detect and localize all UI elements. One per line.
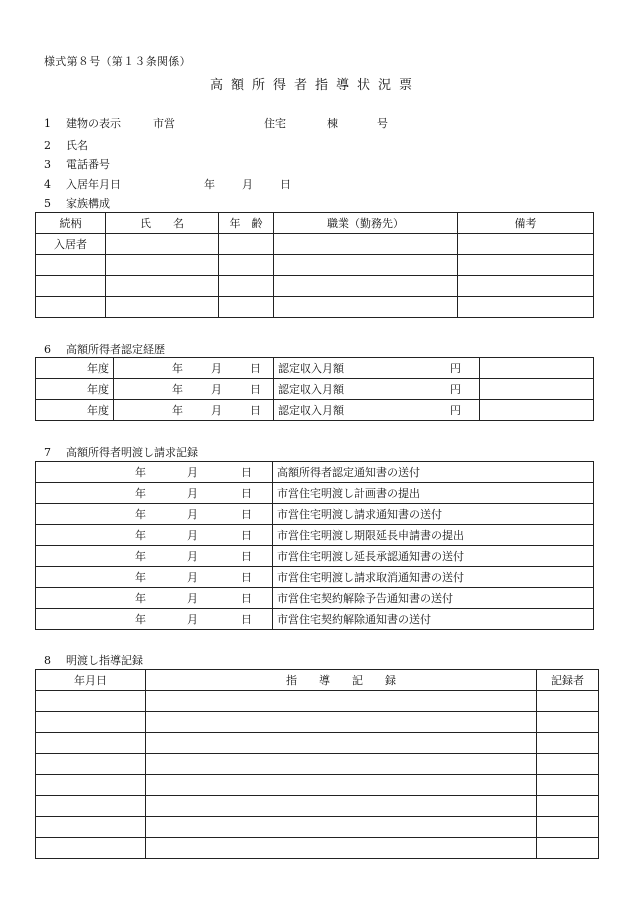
table-cell bbox=[146, 775, 537, 796]
date-cell bbox=[36, 462, 273, 483]
table-cell bbox=[36, 297, 106, 318]
date-cell bbox=[36, 567, 273, 588]
table-cell bbox=[106, 255, 219, 276]
section-4-move-in-date bbox=[44, 176, 291, 192]
yen-label: 円 bbox=[450, 404, 461, 417]
document-title: 高額所得者指導状況票 bbox=[209, 78, 420, 93]
date-cell bbox=[36, 546, 273, 567]
day-label: 日 bbox=[241, 613, 252, 626]
day-label: 日 bbox=[250, 362, 261, 375]
income-label: 認定収入月額 bbox=[278, 383, 344, 396]
guidance-label: 明渡し指導記録 bbox=[66, 654, 143, 667]
table-cell bbox=[274, 234, 458, 255]
table-cell bbox=[36, 712, 146, 733]
name-label: 氏名 bbox=[66, 139, 88, 152]
table-row bbox=[36, 234, 594, 255]
table-cell bbox=[537, 775, 599, 796]
table-row bbox=[36, 276, 594, 297]
table-cell bbox=[36, 691, 146, 712]
table-row bbox=[36, 567, 594, 588]
family-label: 家族構成 bbox=[66, 197, 110, 210]
section-1-building bbox=[44, 115, 388, 131]
date-cell bbox=[36, 504, 273, 525]
column-header: 続柄 bbox=[36, 213, 106, 234]
section-number: 2 bbox=[44, 139, 51, 152]
record-item-cell: 市営住宅明渡し延長承認通知書の送付 bbox=[273, 546, 594, 567]
table-row bbox=[36, 400, 594, 421]
day-label: 日 bbox=[241, 550, 252, 563]
date-cell bbox=[36, 588, 273, 609]
phone-label: 電話番号 bbox=[66, 158, 110, 171]
year-label: 年 bbox=[135, 487, 146, 500]
month-label: 月 bbox=[211, 383, 222, 396]
certification-table bbox=[35, 357, 594, 421]
table-row bbox=[36, 546, 594, 567]
day-label: 日 bbox=[241, 592, 252, 605]
year-label: 年 bbox=[135, 529, 146, 542]
table-cell bbox=[537, 817, 599, 838]
year-label: 年 bbox=[135, 613, 146, 626]
income-cell bbox=[274, 400, 480, 421]
table-cell bbox=[36, 775, 146, 796]
table-cell bbox=[219, 234, 274, 255]
section-number: 3 bbox=[44, 158, 51, 171]
city-label: 市営 bbox=[153, 117, 175, 130]
table-cell bbox=[458, 276, 594, 297]
building-unit-label: 棟 bbox=[327, 117, 338, 130]
table-cell bbox=[36, 838, 146, 859]
table-cell bbox=[36, 817, 146, 838]
table-cell bbox=[146, 817, 537, 838]
table-row bbox=[36, 297, 594, 318]
month-label: 月 bbox=[187, 613, 198, 626]
section-number: 8 bbox=[44, 654, 51, 667]
table-cell bbox=[219, 255, 274, 276]
record-item-cell: 高額所得者認定通知書の送付 bbox=[273, 462, 594, 483]
table-cell bbox=[537, 733, 599, 754]
table-row bbox=[36, 379, 594, 400]
table-cell bbox=[36, 796, 146, 817]
day-label: 日 bbox=[241, 529, 252, 542]
year-label: 年 bbox=[172, 404, 183, 417]
month-label: 月 bbox=[187, 571, 198, 584]
month-label: 月 bbox=[187, 550, 198, 563]
table-cell bbox=[219, 297, 274, 318]
table-cell bbox=[146, 754, 537, 775]
section-number: 5 bbox=[44, 197, 51, 210]
record-item-cell: 市営住宅契約解除予告通知書の送付 bbox=[273, 588, 594, 609]
housing-label: 住宅 bbox=[264, 117, 286, 130]
eviction-request-label: 高額所得者明渡し請求記録 bbox=[66, 446, 198, 459]
building-label: 建物の表示 bbox=[66, 117, 121, 130]
table-cell bbox=[274, 255, 458, 276]
date-cell bbox=[36, 483, 273, 504]
day-label: 日 bbox=[241, 487, 252, 500]
record-item-cell: 市営住宅明渡し計画書の提出 bbox=[273, 483, 594, 504]
table-row bbox=[36, 691, 599, 712]
month-label: 月 bbox=[187, 592, 198, 605]
section-2-name bbox=[44, 137, 88, 153]
year-label: 年 bbox=[135, 592, 146, 605]
column-header: 記録者 bbox=[537, 670, 599, 691]
table-row bbox=[36, 462, 594, 483]
year-label: 年 bbox=[204, 178, 215, 191]
income-label: 認定収入月額 bbox=[278, 362, 344, 375]
table-cell bbox=[36, 733, 146, 754]
day-label: 日 bbox=[241, 571, 252, 584]
table-header-row bbox=[36, 213, 594, 234]
table-cell bbox=[219, 276, 274, 297]
record-item-cell: 市営住宅明渡し請求取消通知書の送付 bbox=[273, 567, 594, 588]
table-cell bbox=[537, 691, 599, 712]
table-row bbox=[36, 609, 594, 630]
table-cell bbox=[106, 234, 219, 255]
table-row bbox=[36, 525, 594, 546]
table-cell bbox=[480, 400, 594, 421]
table-cell bbox=[480, 358, 594, 379]
column-header: 備考 bbox=[458, 213, 594, 234]
guidance-table bbox=[35, 669, 599, 859]
table-cell bbox=[36, 255, 106, 276]
year-label: 年 bbox=[135, 550, 146, 563]
section-3-phone bbox=[44, 156, 110, 172]
section-5-family bbox=[44, 195, 110, 211]
day-label: 日 bbox=[250, 383, 261, 396]
date-cell bbox=[114, 400, 274, 421]
day-label: 日 bbox=[241, 466, 252, 479]
yen-label: 円 bbox=[450, 383, 461, 396]
fiscal-year-cell: 年度 bbox=[36, 358, 114, 379]
table-row bbox=[36, 504, 594, 525]
day-label: 日 bbox=[250, 404, 261, 417]
table-row bbox=[36, 483, 594, 504]
month-label: 月 bbox=[187, 508, 198, 521]
section-7-eviction-request bbox=[44, 444, 198, 460]
record-item-cell: 市営住宅明渡し期限延長申請書の提出 bbox=[273, 525, 594, 546]
table-cell bbox=[537, 838, 599, 859]
section-number: 1 bbox=[44, 117, 51, 130]
table-cell bbox=[106, 297, 219, 318]
date-cell bbox=[114, 379, 274, 400]
table-row bbox=[36, 754, 599, 775]
column-header: 年 齢 bbox=[219, 213, 274, 234]
table-cell bbox=[274, 297, 458, 318]
date-cell bbox=[114, 358, 274, 379]
certification-label: 高額所得者認定経歴 bbox=[66, 343, 165, 356]
table-cell bbox=[146, 712, 537, 733]
table-header-row bbox=[36, 670, 599, 691]
month-label: 月 bbox=[187, 466, 198, 479]
day-label: 日 bbox=[280, 178, 291, 191]
income-cell bbox=[274, 358, 480, 379]
table-row bbox=[36, 733, 599, 754]
yen-label: 円 bbox=[450, 362, 461, 375]
table-cell bbox=[458, 234, 594, 255]
record-item-cell: 市営住宅契約解除通知書の送付 bbox=[273, 609, 594, 630]
table-cell bbox=[537, 754, 599, 775]
table-cell bbox=[458, 255, 594, 276]
form-number-label: 様式第８号（第１３条関係） bbox=[44, 55, 191, 68]
month-label: 月 bbox=[211, 404, 222, 417]
move-in-date-label: 入居年月日 bbox=[66, 178, 121, 191]
table-cell bbox=[36, 276, 106, 297]
family-table bbox=[35, 212, 594, 318]
year-label: 年 bbox=[135, 571, 146, 584]
table-row bbox=[36, 588, 594, 609]
year-label: 年 bbox=[135, 466, 146, 479]
month-label: 月 bbox=[242, 178, 253, 191]
month-label: 月 bbox=[211, 362, 222, 375]
table-cell bbox=[106, 276, 219, 297]
section-8-guidance bbox=[44, 652, 143, 668]
table-cell bbox=[146, 691, 537, 712]
table-row bbox=[36, 358, 594, 379]
income-cell bbox=[274, 379, 480, 400]
table-row bbox=[36, 817, 599, 838]
table-cell bbox=[146, 838, 537, 859]
record-item-cell: 市営住宅明渡し請求通知書の送付 bbox=[273, 504, 594, 525]
table-row bbox=[36, 796, 599, 817]
date-cell bbox=[36, 525, 273, 546]
day-label: 日 bbox=[241, 508, 252, 521]
month-label: 月 bbox=[187, 487, 198, 500]
table-cell bbox=[36, 754, 146, 775]
year-label: 年 bbox=[172, 362, 183, 375]
fiscal-year-cell: 年度 bbox=[36, 400, 114, 421]
table-cell bbox=[458, 297, 594, 318]
table-cell bbox=[537, 712, 599, 733]
table-row bbox=[36, 712, 599, 733]
table-cell bbox=[480, 379, 594, 400]
column-header: 氏 名 bbox=[106, 213, 219, 234]
table-cell bbox=[146, 733, 537, 754]
section-number: 6 bbox=[44, 343, 51, 356]
section-6-certification bbox=[44, 341, 165, 357]
date-cell bbox=[36, 609, 273, 630]
section-number: 7 bbox=[44, 446, 51, 459]
table-row bbox=[36, 775, 599, 796]
table-cell bbox=[146, 796, 537, 817]
section-number: 4 bbox=[44, 178, 51, 191]
year-label: 年 bbox=[172, 383, 183, 396]
eviction-request-table bbox=[35, 461, 594, 630]
column-header: 年月日 bbox=[36, 670, 146, 691]
column-header: 職業（勤務先） bbox=[274, 213, 458, 234]
table-cell bbox=[537, 796, 599, 817]
column-header: 指 導 記 録 bbox=[146, 670, 537, 691]
year-label: 年 bbox=[135, 508, 146, 521]
relation-cell: 入居者 bbox=[36, 234, 106, 255]
month-label: 月 bbox=[187, 529, 198, 542]
fiscal-year-cell: 年度 bbox=[36, 379, 114, 400]
table-row bbox=[36, 255, 594, 276]
room-number-label: 号 bbox=[377, 117, 388, 130]
income-label: 認定収入月額 bbox=[278, 404, 344, 417]
table-cell bbox=[274, 276, 458, 297]
table-row bbox=[36, 838, 599, 859]
